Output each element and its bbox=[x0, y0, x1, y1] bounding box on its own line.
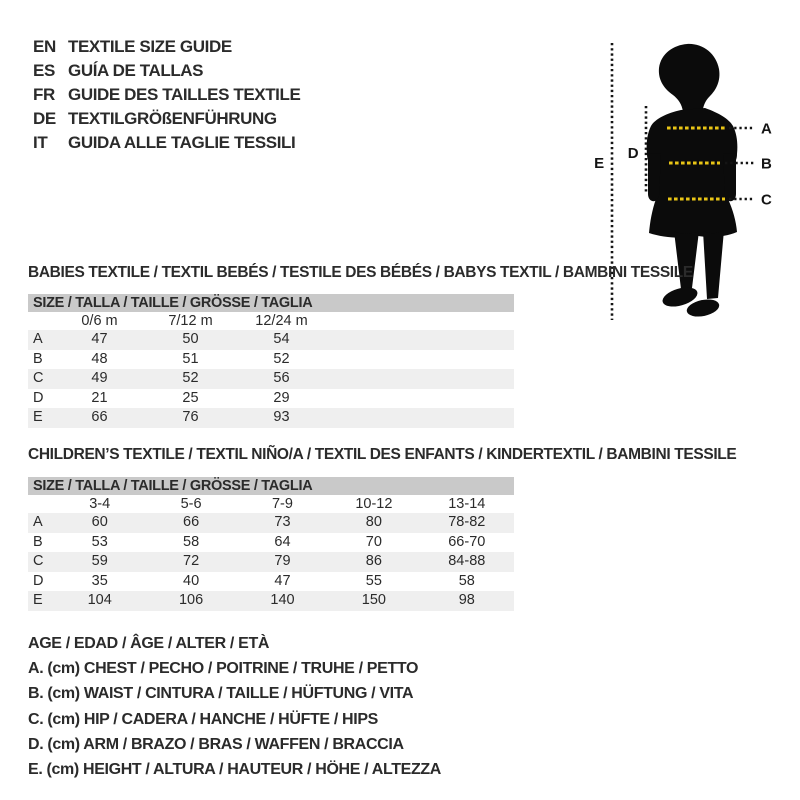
table-cell: 93 bbox=[273, 409, 290, 425]
language-title-list bbox=[33, 35, 300, 155]
table-cell: 66 bbox=[91, 409, 108, 425]
table-row bbox=[28, 369, 514, 389]
column-header: 0/6 m bbox=[81, 313, 118, 329]
column-header: 3-4 bbox=[89, 496, 111, 512]
table-cell: 55 bbox=[365, 572, 382, 589]
table-cell: 29 bbox=[273, 389, 290, 406]
table-cell: 54 bbox=[273, 331, 290, 347]
table-cell: 50 bbox=[182, 331, 199, 347]
table-cell: 140 bbox=[270, 592, 295, 608]
row-label: C bbox=[33, 370, 44, 386]
guide-title: GUÍA DE TALLAS bbox=[68, 61, 204, 80]
column-header: 13-14 bbox=[448, 496, 486, 512]
table-cell: 47 bbox=[91, 331, 108, 347]
table-row bbox=[28, 591, 514, 611]
row-label: A bbox=[33, 331, 43, 347]
table-cell: 66-70 bbox=[448, 533, 486, 550]
language-code: EN bbox=[33, 37, 56, 56]
language-code: FR bbox=[33, 85, 55, 104]
language-code: IT bbox=[33, 133, 48, 152]
children-section-title: CHILDREN’S TEXTILE / TEXTIL NIÑO/A / TEXTIL DES ENFANTS / KINDERTEXTIL / BAMBINI TESSILE bbox=[28, 446, 737, 463]
legend-hip-line: C. (cm) HIP / CADERA / HANCHE / HÜFTE / HIPS bbox=[28, 710, 378, 728]
table-cell: 106 bbox=[178, 592, 204, 608]
table-cell: 70 bbox=[365, 533, 382, 550]
row-label: E bbox=[33, 409, 43, 425]
table-cell: 59 bbox=[91, 553, 108, 569]
table-row bbox=[28, 389, 514, 409]
table-cell: 66 bbox=[183, 514, 200, 530]
guide-title: TEXTILGRÖßENFÜHRUNG bbox=[68, 109, 277, 128]
marker-label-chest: A bbox=[761, 120, 772, 138]
language-row-fr bbox=[33, 83, 300, 107]
column-header: 12/24 m bbox=[255, 313, 308, 329]
table-cell: 104 bbox=[87, 592, 112, 608]
table-cell: 58 bbox=[183, 533, 200, 550]
table-cell: 64 bbox=[274, 533, 291, 550]
legend-waist-line: B. (cm) WAIST / CINTURA / TAILLE / HÜFTUNG / VITA bbox=[28, 685, 414, 703]
table-cell: 21 bbox=[91, 389, 108, 406]
table-cell: 25 bbox=[182, 389, 199, 406]
children-size-header: SIZE / TALLA / TAILLE / GRÖSSE / TAGLIA bbox=[28, 477, 514, 495]
table-cell: 84-88 bbox=[448, 553, 486, 569]
children-table bbox=[28, 495, 514, 611]
column-header: 5-6 bbox=[180, 496, 202, 512]
babies-column-header-row bbox=[28, 312, 514, 330]
row-label: B bbox=[33, 350, 43, 367]
column-header: 7-9 bbox=[271, 496, 293, 512]
table-row bbox=[28, 533, 514, 553]
table-cell: 56 bbox=[273, 370, 290, 386]
table-cell: 60 bbox=[91, 514, 108, 530]
table-row bbox=[28, 552, 514, 572]
table-cell: 40 bbox=[183, 572, 200, 589]
table-row bbox=[28, 330, 514, 350]
table-cell: 49 bbox=[91, 370, 108, 386]
column-header: 10-12 bbox=[355, 496, 393, 512]
row-label: D bbox=[33, 572, 44, 589]
row-label: E bbox=[33, 592, 43, 608]
language-row-de bbox=[33, 107, 300, 131]
language-row-it bbox=[33, 131, 300, 155]
table-cell: 52 bbox=[182, 370, 199, 386]
table-cell: 98 bbox=[458, 592, 475, 608]
row-label: D bbox=[33, 389, 44, 406]
language-row-es bbox=[33, 59, 300, 83]
legend-arm-line: D. (cm) ARM / BRAZO / BRAS / WAFFEN / BRACCIA bbox=[28, 735, 404, 753]
language-code: DE bbox=[33, 109, 56, 128]
table-cell: 78-82 bbox=[448, 514, 486, 530]
children-column-header-row bbox=[28, 495, 514, 513]
row-label: A bbox=[33, 514, 43, 530]
column-header: 7/12 m bbox=[168, 313, 213, 329]
babies-section-title: BABIES TEXTILE / TEXTIL BEBÉS / TESTILE DES BÉBÉS / BABYS TEXTIL / BAMBINI TESSILE bbox=[28, 264, 693, 281]
babies-table bbox=[28, 312, 514, 428]
marker-label-arm: D bbox=[627, 145, 639, 162]
table-row bbox=[28, 350, 514, 370]
table-row bbox=[28, 572, 514, 592]
child-silhouette-figure bbox=[585, 25, 800, 335]
table-row bbox=[28, 408, 514, 428]
table-cell: 48 bbox=[91, 350, 108, 367]
guide-title: GUIDA ALLE TAGLIE TESSILI bbox=[68, 133, 296, 152]
table-cell: 58 bbox=[458, 572, 475, 589]
table-cell: 76 bbox=[182, 409, 199, 425]
legend-chest-line: A. (cm) CHEST / PECHO / POITRINE / TRUHE / PETTO bbox=[28, 660, 419, 678]
marker-label-height: E bbox=[594, 155, 604, 172]
language-code: ES bbox=[33, 61, 55, 80]
guide-title: GUIDE DES TAILLES TEXTILE bbox=[68, 85, 301, 104]
marker-label-waist: B bbox=[761, 155, 772, 173]
table-row bbox=[28, 513, 514, 533]
table-cell: 35 bbox=[91, 572, 108, 589]
table-cell: 80 bbox=[365, 514, 382, 530]
table-cell: 52 bbox=[273, 350, 290, 367]
marker-label-hip: C bbox=[761, 191, 772, 209]
guide-title: TEXTILE SIZE GUIDE bbox=[68, 37, 232, 56]
language-row-en bbox=[33, 35, 300, 59]
babies-size-header: SIZE / TALLA / TAILLE / GRÖSSE / TAGLIA bbox=[28, 294, 514, 312]
table-cell: 73 bbox=[274, 514, 291, 530]
table-cell: 86 bbox=[365, 553, 382, 569]
table-cell: 150 bbox=[361, 592, 386, 608]
measurement-legend bbox=[28, 631, 441, 782]
legend-age-line: AGE / EDAD / ÂGE / ALTER / ETÀ bbox=[28, 635, 270, 652]
row-label: C bbox=[33, 553, 44, 569]
row-label: B bbox=[33, 533, 43, 550]
legend-height-line: E. (cm) HEIGHT / ALTURA / HAUTEUR / HÖHE / ALTEZZA bbox=[28, 761, 442, 779]
table-cell: 53 bbox=[91, 533, 108, 550]
table-cell: 47 bbox=[274, 572, 291, 589]
table-cell: 79 bbox=[274, 553, 291, 569]
table-cell: 51 bbox=[182, 350, 199, 367]
table-cell: 72 bbox=[183, 553, 200, 569]
